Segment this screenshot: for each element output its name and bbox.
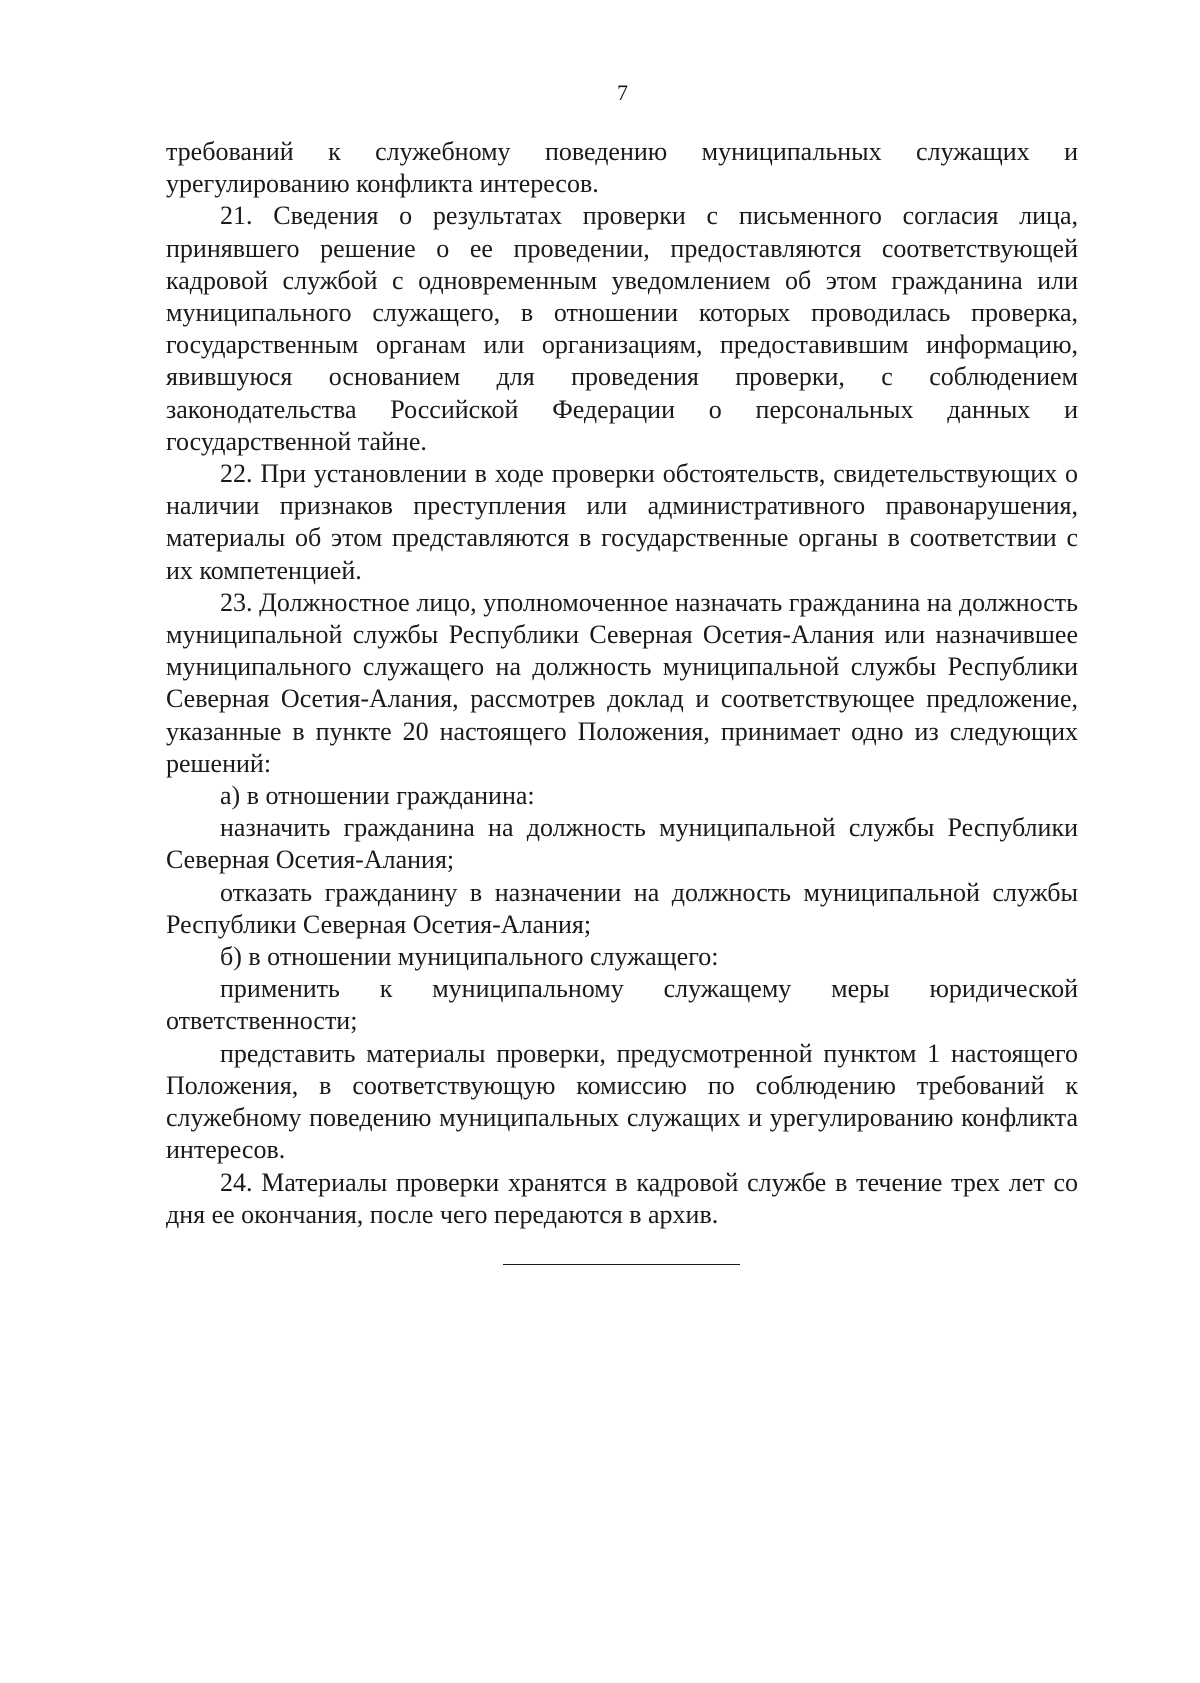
paragraph-item-23-b-1: применить к муниципальному служащему меры юридической ответственности; — [166, 974, 1078, 1036]
paragraph-item-24: 24. Материалы проверки хранятся в кадровой службе в течение трех лет со дня ее окончания, после чего передаются в архив. — [166, 1167, 1078, 1229]
end-of-document-rule — [503, 1264, 740, 1265]
paragraph-item-23-a-1: назначить гражданина на должность муниципальной службы Республики Северная Осетия-Алания; — [166, 813, 1078, 875]
paragraph-continuation: требований к служебному поведению муниципальных служащих и урегулированию конфликта интересов. — [166, 137, 1078, 199]
paragraph-item-23-a: а) в отношении гражданина: — [220, 781, 535, 811]
document-body — [166, 136, 1078, 1231]
page-number: 7 — [617, 80, 628, 105]
paragraph-item-23-a-2: отказать гражданину в назначении на должность муниципальной службы Республики Северная Осетия-Алания; — [166, 877, 1078, 939]
paragraph-item-23-b-2: представить материалы проверки, предусмотренной пунктом 1 настоящего Положения, в соответствующую комиссию по соблюдению требований к служебному поведению муниципальных служащих и урегулированию конфликта интересов. — [166, 1038, 1078, 1165]
paragraph-item-23: 23. Должностное лицо, уполномоченное назначать гражданина на должность муниципальной службы Республики Северная Осетия-Алания или назначившее муниципального служащего на должность муниципальной службы Республики Северная Осетия-Алания, рассмотрев доклад и соответствующее предложение, указанные в пункте 20 настоящего Положения, принимает одно из следующих решений: — [166, 587, 1078, 778]
paragraph-item-21: 21. Сведения о результатах проверки с письменного согласия лица, принявшего решение о ее проведении, предоставляются соответствующей кадровой службой с одновременным уведомлением об этом гражданина или муниципального служащего, в отношении которых проводилась проверка, государственным органам или организациям, предоставившим информацию, явившуюся основанием для проведения проверки, с соблюдением законодательства Российской Федерации о персональных данных и государственной тайне. — [166, 201, 1078, 456]
paragraph-item-22: 22. При установлении в ходе проверки обстоятельств, свидетельствующих о наличии признаков преступления или административного правонарушения, материалы об этом представляются в государственные органы в соответствии с их компетенцией. — [166, 459, 1078, 585]
paragraph-item-23-b: б) в отношении муниципального служащего: — [220, 942, 719, 972]
